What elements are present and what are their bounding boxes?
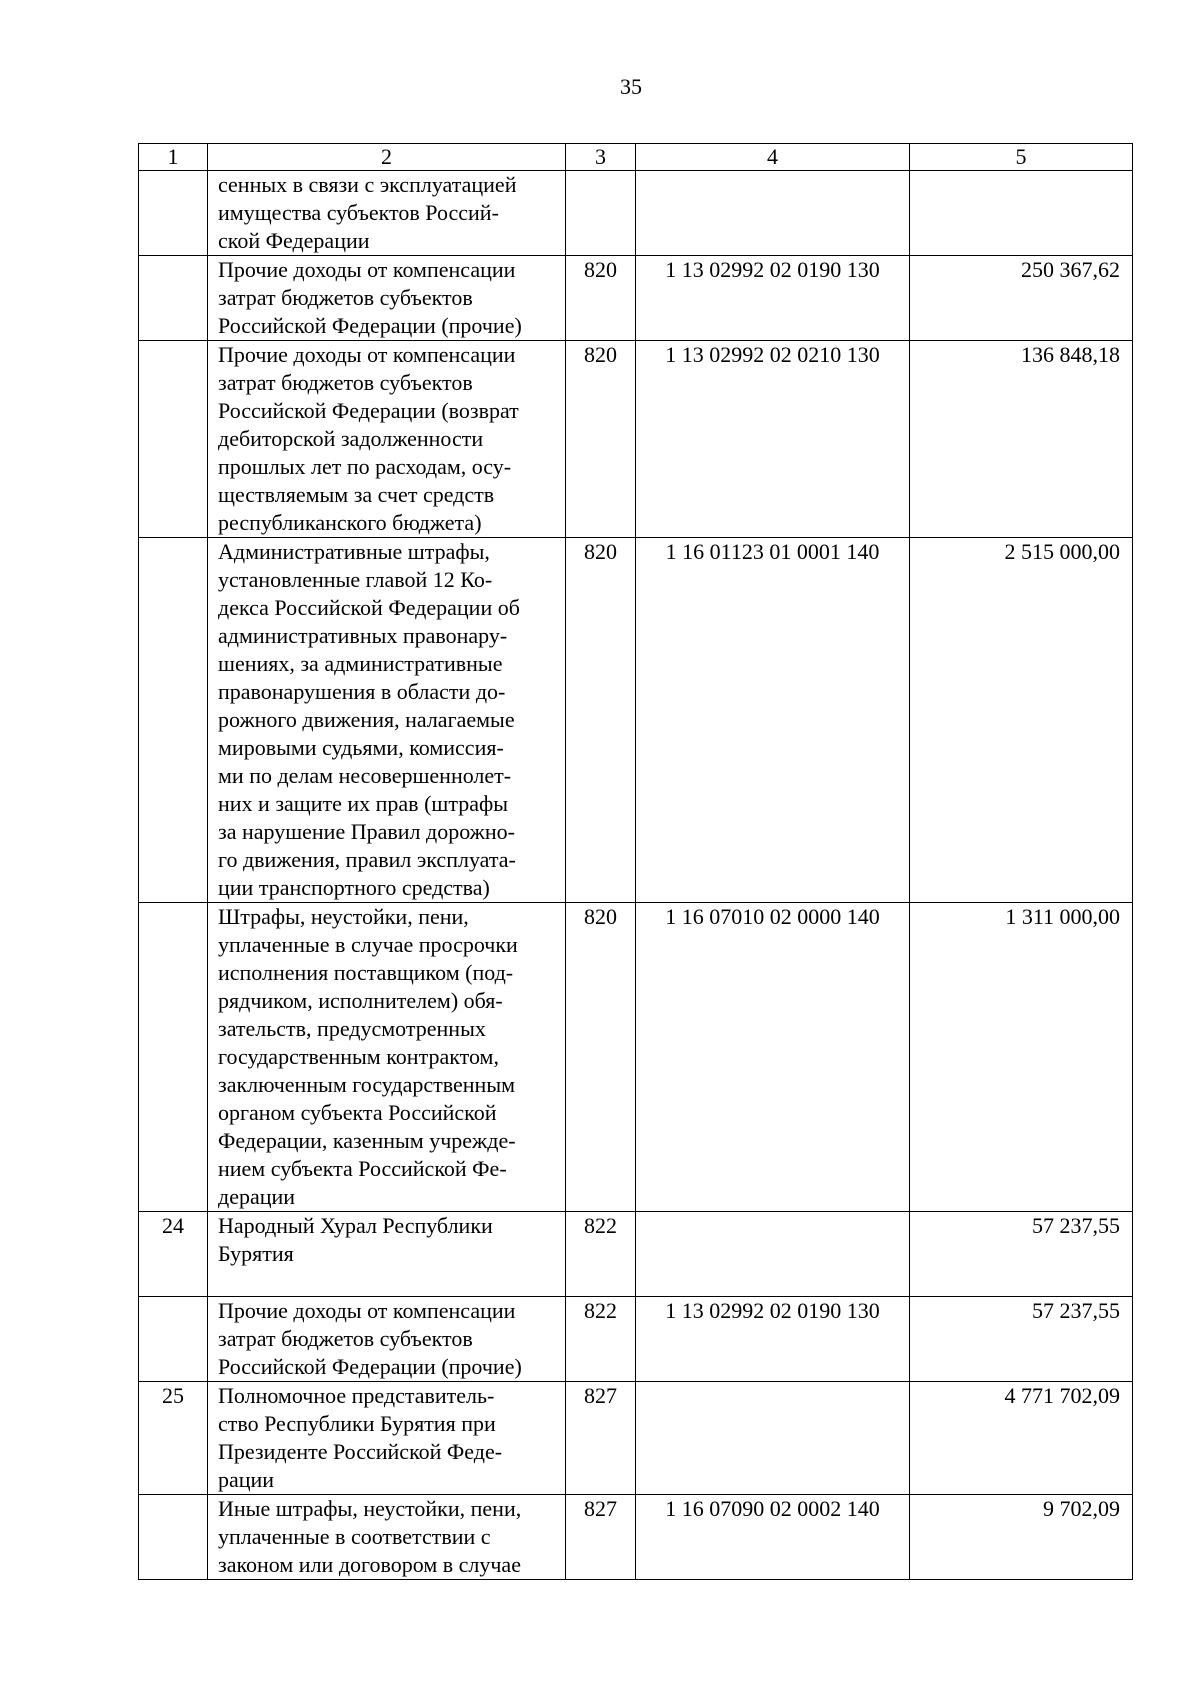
row-budget-code: 1 16 07010 02 0000 140 [636,903,910,1212]
row-admin-code: 820 [566,538,636,903]
description-line: сенных в связи с эксплуатацией [218,172,517,197]
description-line: дерации [218,1184,296,1209]
row-admin-code [566,171,636,256]
description-line: Прочие доходы от компенсации [218,342,516,367]
description-line: Полномочное представитель- [218,1383,495,1408]
revenue-table [138,143,1133,1580]
description-line: Прочие доходы от компенсации [218,1298,516,1323]
header-col-5: 5 [910,144,1133,171]
description-line: рожного движения, налагаемые [218,707,515,732]
description-line: заключенным государственным [218,1072,516,1097]
description-line: Прочие доходы от компенсации [218,257,516,282]
table-row [139,256,1133,341]
description-line: мировыми судьями, комиссия- [218,735,504,760]
row-number [139,341,208,538]
row-number [139,538,208,903]
row-number [139,256,208,341]
row-admin-code: 827 [566,1382,636,1495]
table-row [139,341,1133,538]
description-line: шениях, за административные [218,651,503,676]
description-line: рации [218,1467,275,1492]
description-line: декса Российской Федерации об [218,595,520,620]
row-description [208,903,566,1212]
row-number [139,171,208,256]
description-line: Федерации, казенным учрежде- [218,1128,516,1153]
description-line: уплаченные в соответствии с [218,1524,491,1549]
row-amount: 57 237,55 [910,1297,1133,1382]
row-description [208,1495,566,1580]
row-description [208,1212,566,1297]
description-line: затрат бюджетов субъектов [218,1326,473,1351]
row-number [139,903,208,1212]
page-number: 35 [620,74,642,99]
row-description [208,1297,566,1382]
description-line: правонарушения в области до- [218,679,506,704]
row-admin-code: 827 [566,1495,636,1580]
description-line: Российской Федерации (возврат [218,398,519,423]
row-description [208,1382,566,1495]
row-description [208,171,566,256]
description-line: Президенте Российской Феде- [218,1439,503,1464]
description-line: административных правонару- [218,623,508,648]
row-amount: 250 367,62 [910,256,1133,341]
row-budget-code: 1 16 07090 02 0002 140 [636,1495,910,1580]
description-line: государственным контрактом, [218,1044,499,1069]
row-admin-code: 820 [566,903,636,1212]
header-col-3: 3 [566,144,636,171]
description-line: органом субъекта Российской [218,1100,497,1125]
table-body [139,144,1133,1580]
description-line: за нарушение Правил дорожно- [218,819,515,844]
description-line: Российской Федерации (прочие) [218,313,522,338]
row-number: 25 [139,1382,208,1495]
description-line: го движения, правил эксплуата- [218,847,516,872]
table-row [139,1212,1133,1297]
description-line: Бурятия [218,1241,294,1266]
description-line: ции транспортного средства) [218,875,490,900]
description-line: Административные штрафы, [218,539,490,564]
row-description [208,538,566,903]
description-line: ми по делам несовершеннолет- [218,763,512,788]
header-col-1: 1 [139,144,208,171]
row-amount: 1 311 000,00 [910,903,1133,1212]
row-admin-code: 820 [566,341,636,538]
row-description [208,256,566,341]
row-number: 24 [139,1212,208,1297]
row-admin-code: 820 [566,256,636,341]
row-amount: 2 515 000,00 [910,538,1133,903]
description-line: затрат бюджетов субъектов [218,370,473,395]
description-line: дебиторской задолженности [218,426,484,451]
description-line: республиканского бюджета) [218,510,482,535]
row-budget-code: 1 13 02992 02 0210 130 [636,341,910,538]
row-admin-code: 822 [566,1297,636,1382]
table-row [139,1495,1133,1580]
description-line: нием субъекта Российской Фе- [218,1156,507,1181]
description-line: Российской Федерации (прочие) [218,1354,522,1379]
description-line: ществляемым за счет средств [218,482,495,507]
table-row [139,171,1133,256]
table-row [139,903,1133,1212]
description-line: Народный Хурал Республики [218,1213,493,1238]
row-admin-code: 822 [566,1212,636,1297]
row-number [139,1495,208,1580]
row-amount: 4 771 702,09 [910,1382,1133,1495]
header-col-2: 2 [208,144,566,171]
row-amount: 57 237,55 [910,1212,1133,1297]
description-line: законом или договором в случае [218,1552,521,1577]
table-header-row [139,144,1133,171]
table-row [139,1382,1133,1495]
table-row [139,1297,1133,1382]
row-budget-code [636,1382,910,1495]
row-budget-code: 1 13 02992 02 0190 130 [636,256,910,341]
description-line: уплаченные в случае просрочки [218,932,518,957]
row-description [208,341,566,538]
row-budget-code [636,1212,910,1297]
description-line: прошлых лет по расходам, осу- [218,454,512,479]
description-line: установленные главой 12 Ко- [218,567,493,592]
description-line: зательств, предусмотренных [218,1016,486,1041]
header-col-4: 4 [636,144,910,171]
description-line: исполнения поставщиком (под- [218,960,514,985]
table-row [139,538,1133,903]
row-amount: 9 702,09 [910,1495,1133,1580]
row-budget-code [636,171,910,256]
description-line: затрат бюджетов субъектов [218,285,473,310]
description-line: Штрафы, неустойки, пени, [218,904,469,929]
row-number [139,1297,208,1382]
description-line: них и защите их прав (штрафы [218,791,509,816]
row-budget-code: 1 16 01123 01 0001 140 [636,538,910,903]
description-line: имущества субъектов Россий- [218,200,499,225]
row-amount: 136 848,18 [910,341,1133,538]
row-budget-code: 1 13 02992 02 0190 130 [636,1297,910,1382]
description-line: рядчиком, исполнителем) обя- [218,988,503,1013]
description-line: ство Республики Бурятия при [218,1411,496,1436]
description-line: Иные штрафы, неустойки, пени, [218,1496,522,1521]
description-line: ской Федерации [218,228,370,253]
row-amount [910,171,1133,256]
